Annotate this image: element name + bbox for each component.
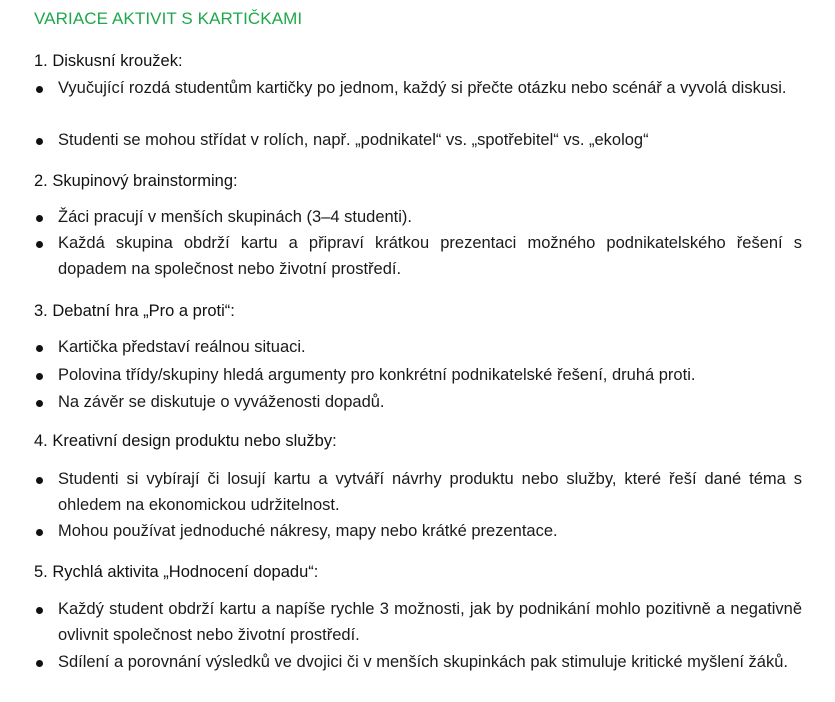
section-heading-rychla-aktivita: 5. Rychlá aktivita „Hodnocení dopadu“:	[34, 563, 319, 581]
section-heading-kreativni-design: 4. Kreativní design produktu nebo služby:	[34, 432, 337, 450]
bullet-text: Žáci pracují v menších skupinách (3–4 studenti).	[58, 208, 413, 226]
bullet-dot	[36, 529, 43, 536]
bullet-text: Každý student obdrží kartu a napíše rychle 3 možnosti, jak by podnikání mohlo pozitivně a negativně ovlivnit společnost nebo životní prostředí.	[58, 600, 802, 644]
bullet-text: Polovina třídy/skupiny hledá argumenty pro konkrétní podnikatelské řešení, druhá proti.	[58, 366, 696, 384]
bullet-dot	[36, 345, 43, 352]
section-heading-diskusni-krouzek: 1. Diskusní kroužek:	[34, 52, 183, 70]
bullet-dot	[36, 400, 43, 407]
bullet-dot	[36, 241, 43, 248]
document-title: VARIACE AKTIVIT S KARTIČKAMI	[34, 9, 303, 28]
bullet-text: Studenti si vybírají či losují kartu a vytváří návrhy produktu nebo služby, které řeší dané téma s ohledem na ekonomickou udržitelnost.	[58, 470, 802, 514]
bullet-text: Sdílení a porovnání výsledků ve dvojici či v menších skupinkách pak stimuluje kritické myšlení žáků.	[58, 653, 788, 671]
bullet-text: Každá skupina obdrží kartu a připraví krátkou prezentaci možného podnikatelského řešení s dopadem na společnost nebo životní prostředí.	[58, 234, 802, 278]
bullet-text: Studenti se mohou střídat v rolích, např. „podnikatel“ vs. „spotřebitel“ vs. „ekolog“	[58, 131, 649, 149]
bullet-text: Vyučující rozdá studentům kartičky po jednom, každý si přečte otázku nebo scénář a vyvolá diskusi.	[58, 79, 787, 97]
bullet-dot	[36, 477, 43, 484]
section-heading-debatni-hra: 3. Debatní hra „Pro a proti“:	[34, 302, 235, 320]
bullet-dot	[36, 660, 43, 667]
bullet-dot	[36, 607, 43, 614]
bullet-text: Mohou používat jednoduché nákresy, mapy nebo krátké prezentace.	[58, 522, 558, 540]
bullet-dot	[36, 373, 43, 380]
bullet-text: Na závěr se diskutuje o vyváženosti dopadů.	[58, 393, 385, 411]
bullet-dot	[36, 138, 43, 145]
bullet-text: Kartička představí reálnou situaci.	[58, 338, 306, 356]
section-heading-skupinovy-brainstorming: 2. Skupinový brainstorming:	[34, 172, 238, 190]
bullet-dot	[36, 215, 43, 222]
bullet-dot	[36, 86, 43, 93]
